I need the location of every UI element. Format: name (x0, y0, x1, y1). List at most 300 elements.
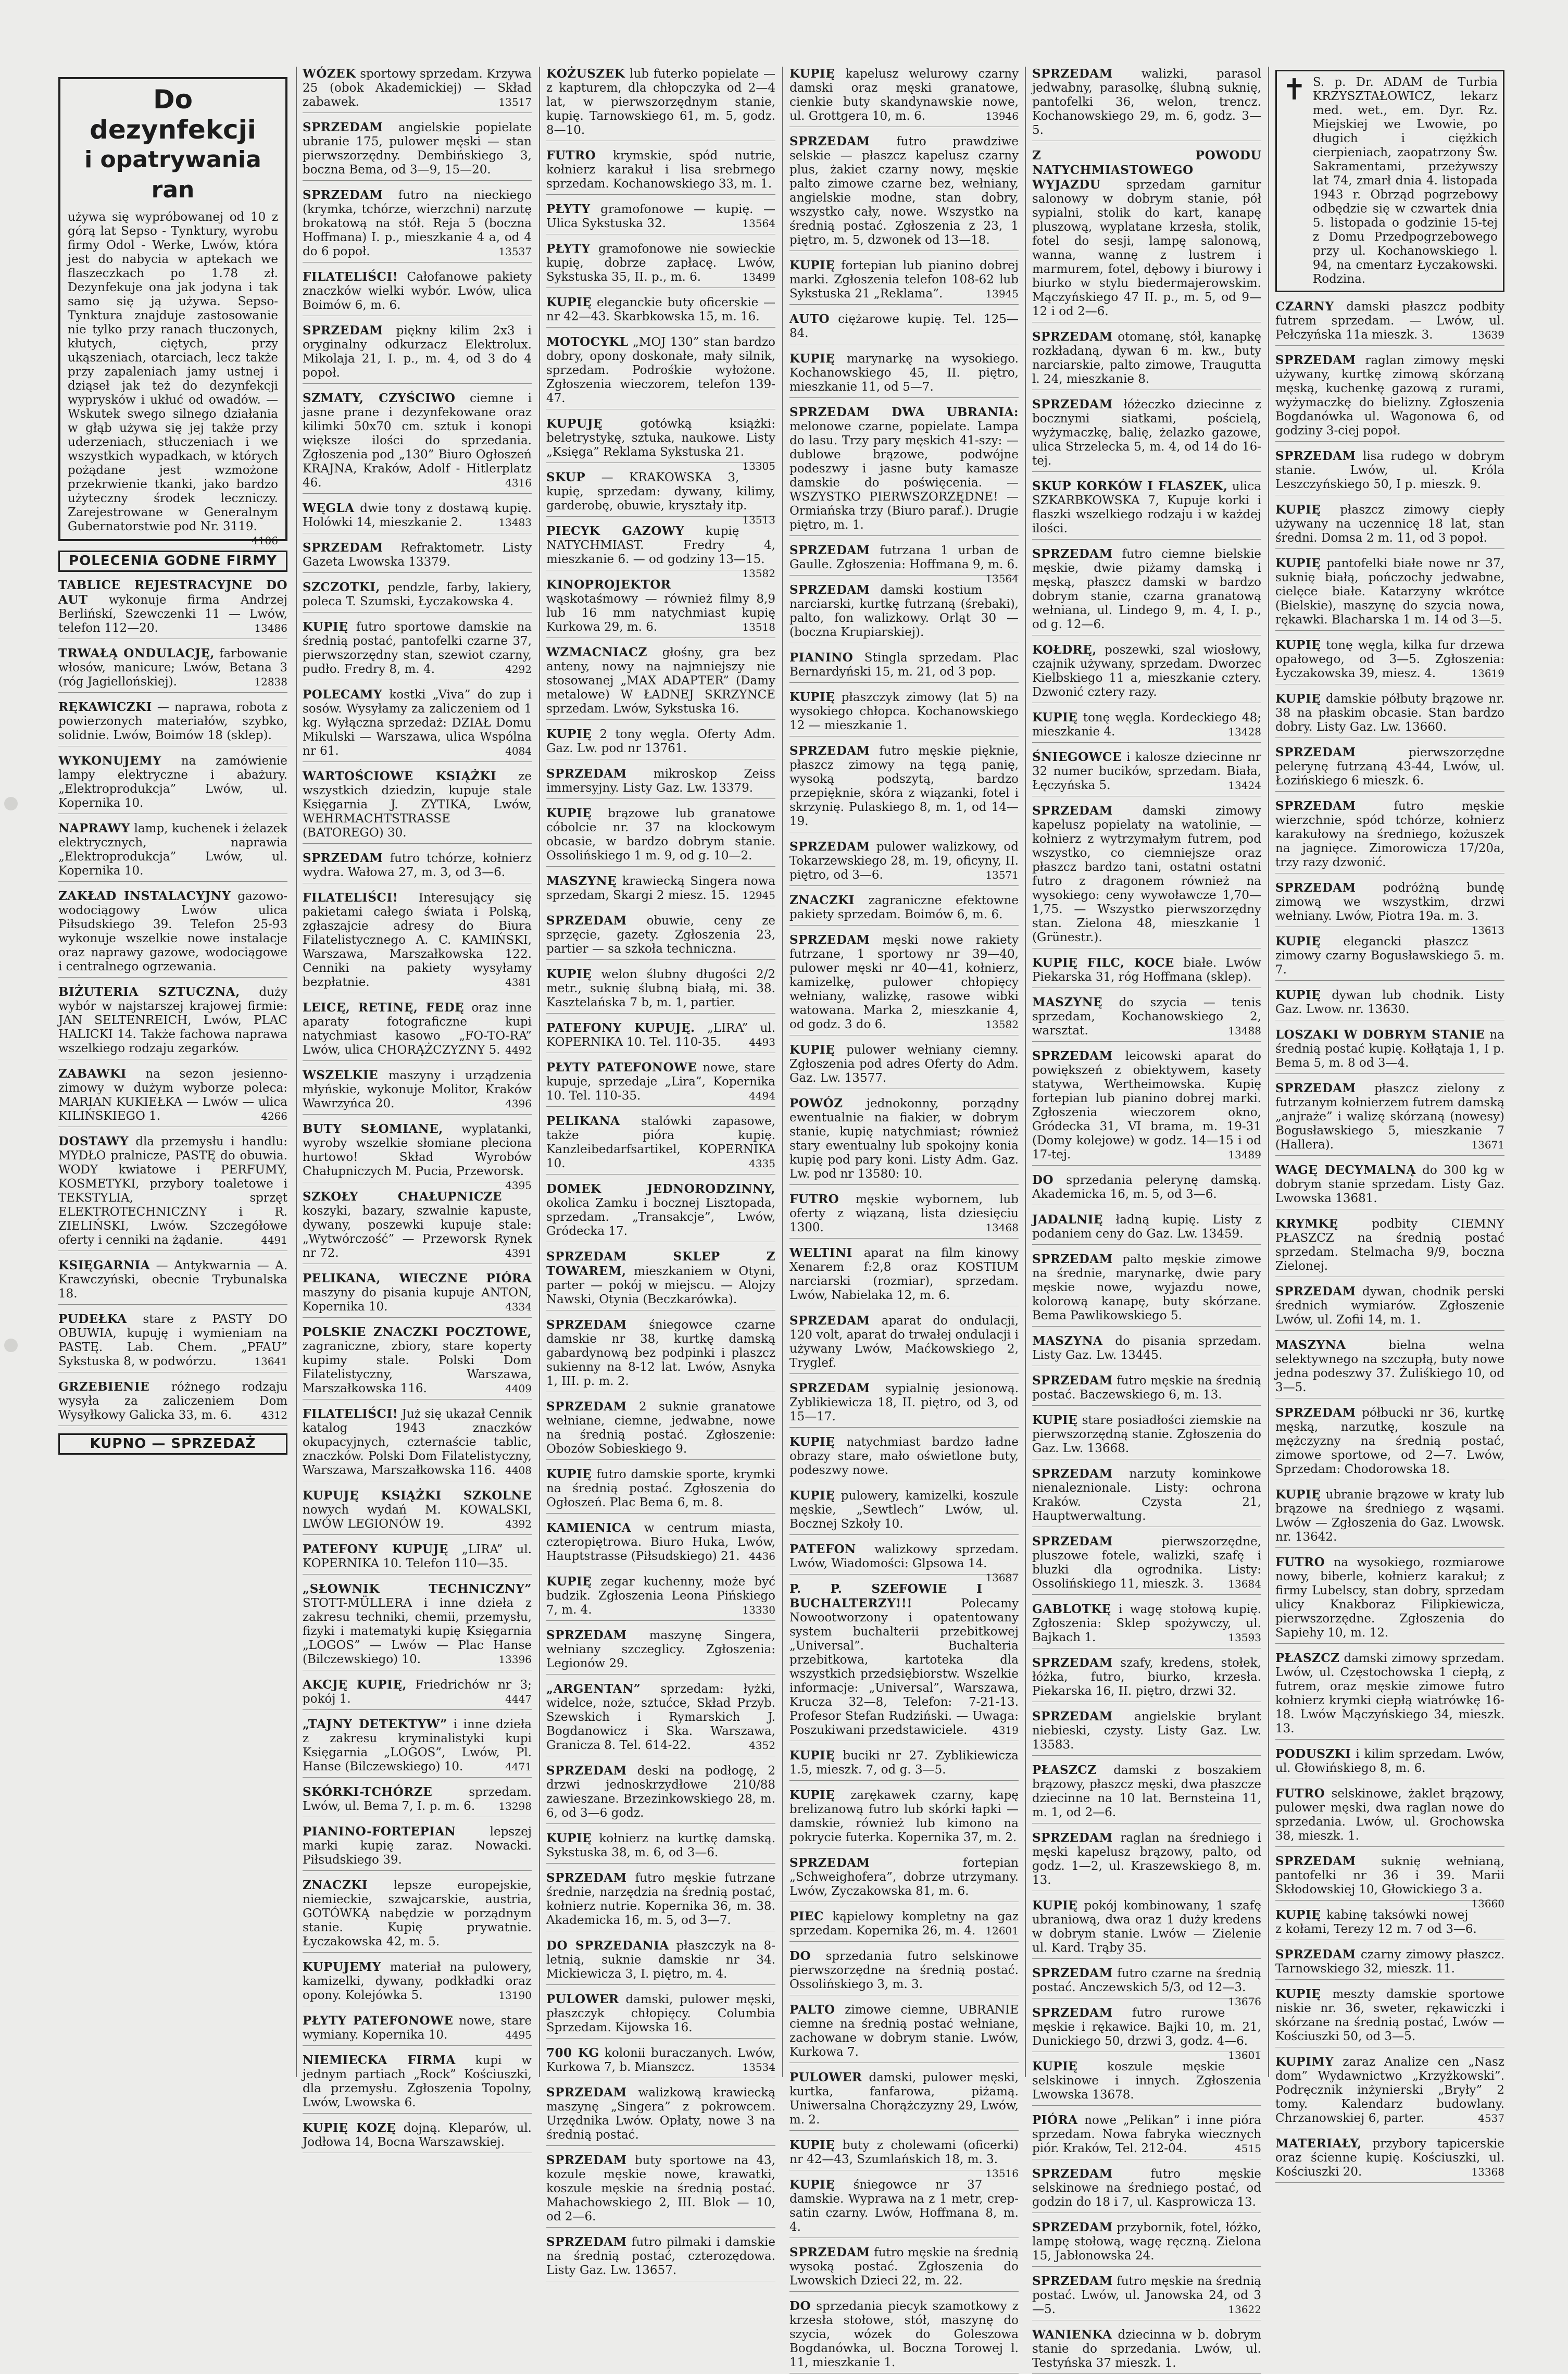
disinfection-advert (58, 77, 287, 547)
classified-ad (303, 1190, 532, 1264)
classified-ad (1275, 1284, 1504, 1331)
classified-ad (546, 806, 775, 867)
ad-heading: SPRZEDAM (1032, 2006, 1113, 2020)
ad-heading: PUDEŁKA (58, 1312, 127, 1326)
classified-ad (303, 67, 532, 113)
classified-ad (303, 2014, 532, 2046)
ad-number: 4381 (505, 976, 532, 989)
ad-text: przybory tapicerskie oraz ścienne kupię. Kościuszki, ul. Kościuszki 20. (1275, 2137, 1504, 2179)
ad-text: futro męskie na średnią postać. Lwów, ul. Janowska 24, od 3—5. (1032, 2275, 1262, 2316)
classified-ad (1275, 1747, 1504, 1779)
ad-text: gramofonowe — kupię. — Ulica Sykstuska 32. (546, 203, 775, 230)
ad-text: elegancki płaszcz zimowy czarny Bogusławskiego 5. m. 7. (1275, 935, 1504, 977)
classified-ad (546, 578, 775, 638)
ad-heading: PŁASZCZ (1032, 1763, 1097, 1777)
classified-ad (1275, 1028, 1504, 1074)
ad-text: lepszej marki kupię zaraz. Nowacki. Piłsudskiego 39. (303, 1825, 532, 1867)
classified-ad (303, 541, 532, 573)
ad-number: 13582 (985, 1018, 1019, 1031)
ad-heading: KUPIĘ (789, 690, 835, 704)
classified-ad (303, 391, 532, 494)
ad-number: 13330 (742, 1604, 775, 1616)
ad-text: damskie półbuty brązowe nr. 38 na płaskim obcasie. Stan bardzo dobry. Listy Gaz. Lw. 13660. (1275, 692, 1504, 734)
ad-text: koszule męskie selskinowe i innych. Zgłoszenia Lwowska 13678. (1032, 2060, 1261, 2102)
classified-ad (789, 1788, 1019, 1848)
classified-ad (789, 1909, 1019, 1942)
classified-ad (1032, 1898, 1261, 1959)
classified-ad (303, 1122, 532, 1192)
ad-heading: KUPUJEMY (303, 1960, 381, 1974)
classified-ad (1032, 1831, 1261, 1891)
ad-heading: SPRZEDAM (1032, 2274, 1113, 2288)
ad-text: gazowo-wodociągowy Lwów ulica Piłsudskiego 39. Telefon 25-93 wykonuje wszelkie nowe instalacje oraz naprawy gazowe, wodociągowe i centralnego ogrzewania. (58, 890, 287, 973)
ad-heading: SPRZEDAM (1275, 1854, 1356, 1868)
ad-heading: KUPIĘ (546, 1575, 592, 1589)
classified-ad (1032, 995, 1261, 1042)
ad-heading: KUPIĘ (546, 295, 592, 309)
ad-heading: SPRZEDAM SKLEP Z TOWAREM, (546, 1250, 775, 1278)
ad-number: 4316 (505, 477, 532, 489)
classified-ad (303, 2053, 532, 2114)
ad-text: i kilim sprzedam. Lwów, ul. Głowińskiego 8, m. 6. (1275, 1747, 1504, 1775)
ad-heading: WSZELKIE (303, 1068, 379, 1082)
ad-heading: KAMIENICA (546, 1521, 632, 1535)
classified-ad (1032, 2167, 1261, 2213)
classified-ad (789, 405, 1019, 536)
classified-ad (1032, 1049, 1261, 1166)
ad-number: 13298 (498, 1800, 532, 1813)
ad-heading: ZNACZKI (303, 1878, 368, 1892)
ad-number: 13613 (1471, 924, 1504, 936)
ad-text: poszewki, szal wiosłowy, czajnik używany, sprzedam. Dworzec Kielbskiego 11 a, mieszkanie cztery. Dzwonić cztery razy. (1032, 643, 1261, 699)
ad-text: pantofelki białe nowe nr 37, suknię białą, pończochy jedwabne, cielęce białe. Katarzyny wkrótce (Bielskie), maszynę do szycia nowa, rękawki. Blacharska 1 m. 14 od 3—5. (1275, 557, 1504, 627)
ad-heading: MOTOCYKL (546, 335, 629, 349)
ad-text: ubranie brązowe w kraty lub brązowe na średniego z wąsami. Lwów — Zgłoszenia do Gaz. Lwowsk. nr. 13642. (1275, 1488, 1505, 1544)
ad-text: stalówki zapasowe, także pióra kupię. Kanzleibedarfsartikel, KOPERNIKA 10. (546, 1115, 775, 1170)
classified-ad (1032, 2220, 1261, 2267)
ad-number: 13396 (498, 1653, 532, 1666)
ad-heading: SPRZEDAM (789, 744, 870, 758)
ad-heading: SPRZEDAM (1032, 397, 1113, 411)
ad-heading: KUPIĘ (789, 1748, 835, 1763)
ad-number: 13368 (1471, 2166, 1504, 2178)
classified-ad (1032, 956, 1261, 988)
classified-ad (303, 1271, 532, 1318)
classified-ad (1032, 67, 1261, 141)
ad-text: kapelusz welurowy czarny damski oraz męski granatowe, cienkie buty skandynawskie nowe, ul. Grottgera 10, m. 6. (789, 67, 1019, 123)
ad-text: zarękawek czarny, kapę brelizanową futro lub skórki łapki — damskie, również lub kimono na pokrycie futerka. Kopernika 37, m. 2. (789, 1789, 1019, 1844)
ad-heading: SPRZEDAM DWA UBRANIA: (789, 405, 1019, 419)
ad-text: brązowe lub granatowe cóbolcie nr. 37 na klockowym obcasie, w bardzo dobrym stanie. Ossolińskiego 1 m. 9, od g. 10—2. (546, 807, 775, 863)
classified-ad (1032, 750, 1261, 796)
ad-heading: SPRZEDAM (1032, 1373, 1113, 1388)
classified-ad (546, 1764, 775, 1824)
ad-text: damski kostium narciarski, kurtkę futrzaną (śrebaki), palto, fon walizkowy. Orląt 30 — (boczna Krupiarskiej). (789, 583, 1019, 639)
ads-list (789, 67, 1019, 2373)
classified-ad (1032, 2006, 1261, 2061)
classified-ad (1032, 148, 1261, 322)
ad-text: marynarkę na wysokiego. Kochanowskiego 45, II. piętro, mieszkanie 11, od 5—7. (789, 352, 1019, 394)
ad-text: futro damskie sporte, krymki na średnią postać. Zgłoszenia do Ogłoszeń. Plac Bema 6, m. 8. (546, 1468, 776, 1509)
ad-heading: „TAJNY DETEKTYW” (303, 1717, 447, 1731)
ad-text: lamp, kuchenek i żelazek elektrycznych, naprawia „Elektroprodukcja” Lwów, ul. Kopernika 10. (58, 822, 287, 878)
ad-text: pierwszorzędne pelerynę futrzaną 43-44, Lwów, ul. Łozińskiego 6 mieszk. 6. (1275, 746, 1504, 788)
classified-ad (303, 1325, 532, 1400)
ad-number: 13486 (254, 622, 287, 634)
classified-ad (789, 690, 1019, 736)
ad-text: pulower walizkowy, od Tokarzewskiego 28, m. 19, oficyny, II. piętro, od 3—6. (789, 840, 1019, 882)
ad-text: kołnierz na kurtkę damską. Sykstuska 38, m. 6, od 3—6. (546, 1832, 775, 1859)
ad-heading: KOŁDRĘ, (1032, 643, 1097, 657)
ad-text: futro tchórze, kołnierz wydra. Wałowa 27, m. 3, od 3—6. (303, 852, 532, 879)
ad-heading: SPRZEDAM (546, 2235, 627, 2249)
ad-heading: KSIĘGARNIA (58, 1258, 150, 1272)
ad-heading: PELIKANA, WIECZNE PIÓRA (303, 1271, 532, 1285)
ad-heading: KUPIĘ (546, 727, 592, 741)
ad-text: ciężarowe kupię. Tel. 125—84. (789, 313, 1019, 340)
ad-heading: MASZYNA (1032, 1334, 1103, 1348)
classified-ad (1032, 1213, 1261, 1245)
ad-text: walizki, parasol jedwabny, parasolkę, ślubną suknię, pantofelki 36, welon, trencz. Kochanowskiego 29, m. 6, godz. 3—5. (1032, 67, 1262, 137)
ad-text: dwie tony z dostawą kupię. Holówki 14, mieszkanie 2. (303, 502, 532, 529)
ad-heading: SKUP (546, 470, 586, 484)
classified-ad (1275, 799, 1504, 873)
classified-ad (1275, 881, 1504, 936)
ad-text: sprzedania piecyk szamotkowy z krzesła stołowe, stół, maszynę do szycia, wózek do Goleszowa Bogdanówka, ul. Boczna Torowej l. 11, mieszkanie 1. (789, 2300, 1019, 2369)
classified-ad (546, 2153, 775, 2228)
ad-number: 4352 (749, 1739, 775, 1752)
ad-heading: NIEMIECKA FIRMA (303, 2053, 456, 2067)
ad-heading: SPRZEDAM (789, 1856, 870, 1870)
classified-ad (303, 2121, 532, 2153)
classified-ad (1275, 1488, 1504, 1548)
ad-text: do szycia — tenis sprzedam, Kochanowskiego 2, warsztat. (1032, 996, 1261, 1038)
ad-text: pierwszorzędne, pluszowe fotele, walizki, szafę i bluzki dla ogrodnika. Listy: Ossolińskiego 11, mieszk. 3. (1032, 1535, 1261, 1591)
ad-text: sprzedam. Lwów, ul. Bema 7, I. p. m. 6. (303, 1785, 532, 1813)
ad-heading: PODUSZKI (1275, 1747, 1351, 1761)
classified-ad (1032, 2059, 1261, 2106)
ad-heading: WAGĘ DECYMALNĄ (1275, 1163, 1416, 1177)
classified-ad (1032, 1413, 1261, 1459)
ad-text: pokój kombinowany, 1 szafę ubraniową, dwa oraz 1 duży kredens w dobrym stanie. Lwów — Zielenie ul. Kard. Trąby 35. (1032, 1899, 1262, 1955)
ad-number: 4408 (505, 1464, 532, 1477)
ad-heading: PŁYTY PATEFONOWE (303, 2014, 454, 2028)
classified-ad (1032, 1334, 1261, 1366)
ad-heading: PŁYTY (546, 202, 591, 216)
classified-ad (303, 1825, 532, 1871)
ad-text: futro czarne na średnią postać. Anczewskich 5/3, od 12—3. (1032, 1967, 1262, 1994)
ad-heading: PELIKANA (546, 1114, 620, 1128)
ad-text: otomanę, stół, kanapkę rozkładaną, dywan 6 m. kw., buty narciarskie, palto zimowe, Traugutta l. 24, mieszkanie 8. (1032, 330, 1261, 386)
ad-text: buty z cholewami (oficerki) nr 42—43, Szumlańskich 18, m. 3. (789, 2139, 1019, 2166)
classified-ad (1032, 479, 1261, 540)
classified-ad (546, 1250, 775, 1310)
ad-heading: KUPIĘ KOZĘ (303, 2121, 396, 2135)
ad-number: 13534 (742, 2061, 775, 2073)
ad-text: damski płaszcz podbity futrem sprzedam. — Lwów, ul. Pełczyńska 11a mieszk. 3. (1275, 300, 1505, 342)
column-4 (789, 67, 1019, 2369)
ad-number: 13564 (985, 572, 1019, 585)
ad-text: szafy, kredens, stołek, łóżka, futro, biurko, krzesła. Piekarska 16, II. piętro, drzwi 32. (1032, 1656, 1261, 1698)
classified-ad (546, 1831, 775, 1864)
classified-ad (1032, 1534, 1261, 1595)
ad-heading: ZAKŁAD INSTALACYJNY (58, 889, 231, 903)
ad-text: czarny zimowy płaszcz. Tarnowskiego 32, mieszk. 11. (1275, 1948, 1505, 1976)
ad-text: bielna welna selektywnego na szczupłą, buty nowe jedna podeszwy 37. Żuliśkiego 10, od 3—5. (1275, 1339, 1504, 1394)
ad-heading: FILATELIŚCI! (303, 270, 398, 284)
classified-ad (1275, 1081, 1504, 1156)
ad-text: lepsze europejskie, niemieckie, szwajcarskie, austria, GOTÓWKĄ nabędzie w porządnym stanie. Kupię prywatnie. Łyczakowska 42, m. 5. (303, 1879, 532, 1948)
classified-ad (58, 1258, 287, 1305)
ad-number: 4391 (505, 1247, 532, 1259)
ad-text: zegar kuchenny, może być budzik. Zgłoszenia Leona Pińskiego 7, m. 4. (546, 1575, 775, 1617)
classified-ad (58, 578, 287, 639)
ad-text: oraz inne aparaty fotograficzne kupi natychmiast kasowo „FO-TO-RA” Lwów, ulica CHORĄŻCZYZNY 5. (303, 1001, 532, 1057)
classified-ad (1275, 2055, 1504, 2129)
ad-heading: SPRZEDAM (1032, 1966, 1113, 1980)
ad-text: lisa rudego w dobrym stanie. Lwów, ul. Króla Leszczyńskiego 50, I p. mieszk. 9. (1275, 449, 1504, 491)
classified-ad (303, 769, 532, 844)
ad-heading: WĘGLA (303, 501, 355, 515)
classified-ad (1032, 1373, 1261, 1406)
classified-ad (789, 2299, 1019, 2373)
ad-heading: SPRZEDAM (546, 2085, 627, 2100)
ad-text: i inne dzieła z zakresu kryminalistyki kupi Księgarnia „LOGOS”, Lwów, Pl. Hanse (Bilczewskiego) 10. (303, 1718, 532, 1773)
ad-number: 4409 (505, 1382, 532, 1395)
ad-number: 13571 (985, 869, 1019, 881)
ad-number: 4494 (749, 1090, 775, 1102)
ad-text: kolonii buraczanych. Lwów, Kurkowa 7, b. Mianszcz. (546, 2046, 776, 2074)
ad-text: futro męskie selskinowe na średniego postać, od godzin do 18 i 7, ul. Kasprowicza 13. (1032, 2167, 1261, 2209)
ad-text: futro na nieckiego (krymka, tchórze, wierzchni) narzutę brokatową na stół. Reja 5 (boczna Hoffmana) I. p., mieszkanie 4 a, od 4 do 6 popoł. (303, 189, 532, 258)
ad-text: Refraktometr. Listy Gazeta Lwowska 13379. (303, 541, 532, 569)
classified-ad (789, 651, 1019, 683)
ad-number: 13639 (1471, 329, 1504, 341)
ad-number: 13190 (498, 1989, 532, 2002)
ad-text: walizkowy sprzedam. Lwów, Wiadomości: Glpsowa 14. (789, 1543, 1019, 1570)
ad-heading: SPRZEDAM (789, 134, 870, 148)
ad-heading: KUPIĘ (546, 1467, 592, 1481)
advert-body: używa się wypróbowanej od 10 z górą lat Sepso - Tynktury, wyrobu firmy Odol - Werke, Lwów, która jest do nabycia w aptekach we flaszeczkach po 1.78 zł. Dezynfekuje ona jak jodyna i tak samo się ją używa. Sepso-Tynktura znajduje zastosowanie nie tylko przy ranach tłuczonych, kłutych, ciętych, przy ukąszeniach, otarciach, lecz także przy zapaleniach jamy ustnej i dziąseł jak też do dezynfekcji wyprysków i ukłuć od owadów. — Wskutek swego silnego działania w głąb używa się jej także przy uderzeniach, stłuczeniach i we wszystkich wypadkach, w których pożądane jest wzmożone przekrwienie tkanki, jako bardzo użyteczny środek leczniczy. Zarejestrowane w Generalnym Gubernatorstwie pod Nr. 3119. 4106 (68, 210, 278, 547)
ad-number: 4266 (261, 1110, 287, 1122)
ad-heading: SPRZEDAM (303, 188, 383, 202)
classified-ad (58, 1067, 287, 1127)
ad-heading: SPRZEDAM (1032, 1534, 1113, 1548)
ad-heading: POLSKIE ZNACZKI POCZTOWE, (303, 1325, 532, 1339)
ad-text: kostki „Viva” do zup i sosów. Wysyłamy za zaliczeniem od 1 kg. Wyłączna sprzedaż: DZIAŁ Domu Mikulski — Warszawa, ulica Wspólna nr 61. (303, 688, 532, 758)
classified-ad (303, 1407, 532, 1481)
ad-text: Friedrichów nr 3; pokój 1. (303, 1678, 532, 1706)
ad-text: pulower wełniany ciemny. Zgłoszenia pod adres Oferty do Adm. Gaz. Lw. 13577. (789, 1043, 1019, 1085)
ad-text: zaraz Analize cen „Nasz dom” Wydawnictwo „Krzyżkowski”. Podręcznik inżynierski „Bryły” 2 tomy. Kalendarz budowlany. Chrzanowskiej 6, parter. (1275, 2055, 1504, 2125)
classified-ad (1032, 1763, 1261, 1823)
classified-ad (546, 1467, 775, 1514)
ad-heading: SPRZEDAM (1275, 799, 1356, 813)
ad-heading: FILATELIŚCI! (303, 1407, 398, 1421)
ad-text: eleganckie buty oficerskie — nr 42—43. Skarbkowska 15, m. 16. (546, 296, 776, 323)
classified-ad (1032, 643, 1261, 703)
classified-ad (58, 700, 287, 746)
ad-heading: KUPIĘ (1032, 1898, 1078, 1913)
ad-text: przybornik, fotel, łóżko, lampę stołową, wagę ręczną. Zielona 15, Jabłonowska 24. (1032, 2221, 1261, 2263)
ad-number: 4447 (505, 1693, 532, 1705)
ad-text: nowe „Pelikan” i inne pióra sprzedam. Nowa fabryka wiecznych piór. Kraków, Tel. 212-04. (1032, 2114, 1262, 2155)
ad-heading: WARTOŚCIOWE KSIĄŻKI (303, 769, 497, 783)
classified-ad (303, 1960, 532, 2006)
classified-ad (1275, 745, 1504, 792)
ad-heading: KRYMKĘ (1275, 1217, 1338, 1231)
classified-ad (546, 1114, 775, 1174)
cross-icon: ✝ (1282, 73, 1307, 107)
ad-heading: P. P. SZEFOWIE I BUCHALTERZY!!! (789, 1582, 983, 1610)
classified-ad (1032, 1602, 1261, 1648)
column-rule (1268, 67, 1269, 2077)
classified-ad (303, 1489, 532, 1535)
ad-heading: SPRZEDAM (303, 541, 383, 555)
classified-ad (1032, 1252, 1261, 1327)
ad-text: Całofanowe pakiety znaczków wielki wybór. Lwów, ulica Boimów 6, m. 6. (303, 270, 532, 312)
ad-text: kąpielowy kompletny na gaz sprzedam. Kopernika 26, m. 4. (789, 1910, 1019, 1938)
ad-heading: FILATELIŚCI! (303, 891, 398, 905)
ad-heading: SPRZEDAM (1032, 2220, 1113, 2234)
classified-ad (546, 1682, 775, 1756)
ad-text: 2 suknie granatowe wełniane, ciemne, jedwabne, nowe na średnią postać. Zgłoszenie: Obozów Sobieskiego 9. (546, 1400, 776, 1456)
ad-heading: WYKONUJEMY (58, 754, 162, 768)
ad-heading: KUPIĘ (546, 967, 592, 981)
ad-text: obuwie, ceny ze sprzęcie, gazety. Zgłoszenia 23, partier — sa szkoła techniczna. (546, 914, 776, 956)
ad-text: nowe, stare wymiany. Kopernika 10. (303, 2014, 532, 2042)
ad-heading: Z POWODU NATYCHMIASTOWEGO WYJAZDU (1032, 148, 1261, 192)
classified-ad (58, 889, 287, 978)
classified-ad (546, 1628, 775, 1675)
ad-text: pulowery, kamizelki, koszule męskie, „Sewtlech” Lwów, ul. Bocznej Szkoły 10. (789, 1489, 1019, 1531)
classified-ad (789, 543, 1019, 585)
ad-text: fortepian lub pianino dobrej marki. Zgłoszenia telefon 108-62 lub Sykstuska 21 „Reklama”. (789, 259, 1019, 301)
classified-ad (546, 1021, 775, 1053)
ad-heading: MATERIAŁY, (1275, 2136, 1362, 2151)
ad-text: krawiecką Singera nowa sprzedam, Skargi 2 miesz. 15. (546, 874, 775, 902)
classified-ad (546, 202, 775, 234)
classified-ad (546, 335, 775, 409)
ad-number: 13517 (498, 96, 532, 108)
ad-heading: PATEFONY KUPUJĘ. (546, 1021, 695, 1035)
classified-ad (58, 646, 287, 693)
ad-text: łóżeczko dziecinne z bocznymi siatkami, pościelą, wyżymaczkę, balię, żelazko gazowe, ulica Strzelecka 5, m. 4, od 14 do 16-tej. (1032, 398, 1262, 468)
ad-heading: SKÓRKI-TCHÓRZE (303, 1785, 433, 1799)
ad-text: okolica Zamku i bocznej Lisztopada, sprzedam. „Transakcje”, Lwów, Gródecka 17. (546, 1196, 775, 1238)
ad-number: 13945 (985, 288, 1019, 300)
classified-ad (789, 1096, 1019, 1185)
ad-number: 13593 (1228, 1631, 1261, 1644)
ad-text: dziecinna w b. dobrym stanie do sprzedania. Lwów, ul. Testyńska 37 mieszk. 1. (1032, 2328, 1261, 2370)
ad-heading: KINOPROJEKTOR (546, 578, 671, 592)
classified-ad (303, 270, 532, 316)
ad-heading: SZMATY, CZYŚCIWO (303, 391, 456, 405)
ad-text: kupię NATYCHMIAST. Fredry 4, mieszkanie 6. — od godziny 13—15. (546, 524, 775, 566)
classified-ad (1275, 1908, 1504, 1940)
ad-number: 13660 (1471, 1897, 1504, 1910)
ad-text: stare z PASTY DO OBUWIA, kupuję i wymieniam na PASTĘ. Lab. Chem. „PFAU” Sykstuska 8, w podwórzu. (58, 1313, 288, 1368)
ad-heading: MASZYNĘ (1032, 995, 1103, 1009)
classified-ad (303, 1678, 532, 1710)
ad-text: selskinowe, żaklet brązowy, pulower męski, dwa raglan nowe do sprzedania. Lwów, ul. Grochowska 38, mieszk. 1. (1275, 1787, 1504, 1843)
classified-ad (546, 914, 775, 960)
ad-text: futro męskie na średnią postać. Baczewskiego 6, m. 13. (1032, 1374, 1262, 1402)
ad-number: 13428 (1228, 726, 1261, 738)
ad-text: duży wybór w najstarszej krajowej firmie: JAN SELTENREICH, Lwów, PLAC HALICKI 14. Także fachowa naprawa wszelkiego rodzaju zegarków. (58, 985, 287, 1055)
ad-heading: GRZEBIENIE (58, 1380, 150, 1394)
classified-ad (789, 1748, 1019, 1781)
classified-ad (546, 295, 775, 328)
classified-ad (303, 1878, 532, 1953)
ad-text: gramofonowe nie sowieckie kupię, dobrze zapłacę. Lwów, Sykstuska 35, II. p., m. 6. (546, 242, 775, 284)
classified-ad (1032, 1966, 1262, 2008)
ad-text: płaszcz zielony z futrzanym kołnierzem futrem damską „anjraże” i walizę skórzaną (nowesy) Bogusławskiego 5, mieszkanie 7 (Hallera). (1275, 1082, 1505, 1152)
ad-number: 4492 (505, 1044, 532, 1056)
classified-ad (546, 1182, 775, 1242)
ad-text: futro męskie wierzchnie, spód tchórze, kołnierz karakułowy na średniego, kożuszek na jagnięce. Zimorowicza 17/20a, trzy razy dzwonić. (1275, 799, 1504, 869)
ad-heading: KUPIĘ (1275, 1987, 1321, 2001)
ad-heading: WANIENKA (1032, 2328, 1112, 2342)
classified-ad (1275, 1651, 1504, 1740)
ad-number: 13468 (985, 1221, 1019, 1234)
ad-heading: SPRZEDAM (1032, 2167, 1113, 2181)
ad-heading: DOMEK JEDNORODZINNY, (546, 1182, 775, 1196)
ad-heading: ZABAWKI (58, 1067, 127, 1081)
ad-heading: SPRZEDAM (789, 840, 870, 854)
ad-heading: KUPUJĘ (546, 417, 603, 431)
ad-number: 4334 (505, 1301, 532, 1313)
classified-ad (789, 1381, 1019, 1428)
classified-ad (789, 1856, 1019, 1902)
ad-text: futro męskie na średnią wysoką postać. Zgłoszenia do Lwowskich Dzieci 22, m. 22. (789, 2246, 1019, 2288)
ads-list (58, 578, 287, 1426)
classified-ad (789, 1489, 1019, 1535)
ad-number: 13676 (1228, 1995, 1261, 2008)
ad-text: wąskotaśmowy — również filmy 8,9 lub 16 mm natychmiast kupię Kurkowa 29, m. 6. (546, 592, 775, 634)
ad-heading: KUPIĘ (1275, 1908, 1321, 1922)
ad-heading: TABLICE REJESTRACYJNE DO AUT (58, 578, 287, 607)
ad-heading: BIŻUTERIA SZTUCZNA, (58, 985, 240, 999)
ad-text: krymskie, spód nutrie, kołnierz karakuł i lisa srebrnego sprzedam. Kochanowskiego 33, m. 1. (546, 149, 775, 191)
ad-heading: SPRZEDAM (546, 1400, 627, 1414)
ad-heading: SPRZEDAM (546, 1764, 627, 1778)
ad-number: 4515 (1235, 2142, 1261, 2155)
classified-ad (546, 1318, 775, 1392)
ad-heading: ZNACZKI (789, 893, 855, 907)
ad-heading: KUPIĘ (1275, 692, 1321, 706)
classified-ad (1032, 1709, 1261, 1756)
ad-text: tonę węgla. Kordeckiego 48; mieszkanie 4. (1032, 711, 1261, 739)
ad-heading: SPRZEDAM (1032, 1467, 1113, 1481)
classified-ad (546, 1060, 775, 1107)
ad-text: tonę węgla, kilka fur drzewa opałowego, od 3—5. Zgłoszenia: Łyczakowska 39, miesz. 4. (1275, 639, 1505, 680)
classified-ad (303, 188, 532, 263)
ad-number: 13564 (742, 217, 775, 230)
ad-text: meszty damskie sportowe niskie nr. 36, sweter, rękawiczki i skórzane na średnią postać, Lwów — Kościuszki 50, od 3—5. (1275, 1988, 1504, 2043)
ad-heading: SZKOŁY CHAŁUPNICZE (303, 1190, 503, 1204)
ads-list (546, 67, 775, 2281)
ad-heading: KUPIĘ (1275, 503, 1321, 517)
ad-number: 13516 (985, 2167, 1019, 2180)
ad-text: na zamówienie lampy elektryczne i abażury. „Elektroprodukcja” Lwów, ul. Kopernika 10. (58, 754, 287, 810)
punch-hole (4, 1339, 18, 1352)
classified-ad (789, 312, 1019, 344)
ad-number: 4436 (749, 1550, 775, 1563)
ad-text: podbity CIEMNY PŁASZCZ na średnią postać sprzedam. Stelmacha 9/9, boczna Zielonej. (1275, 1217, 1504, 1273)
ad-text: welon ślubny długości 2/2 metr., suknię ślubną białą, mi. 38. Kasztelańska 7 b, m. 1, partier. (546, 968, 775, 1009)
advert-title: Do dezynfekcji i opatrywania ran (84, 84, 261, 203)
